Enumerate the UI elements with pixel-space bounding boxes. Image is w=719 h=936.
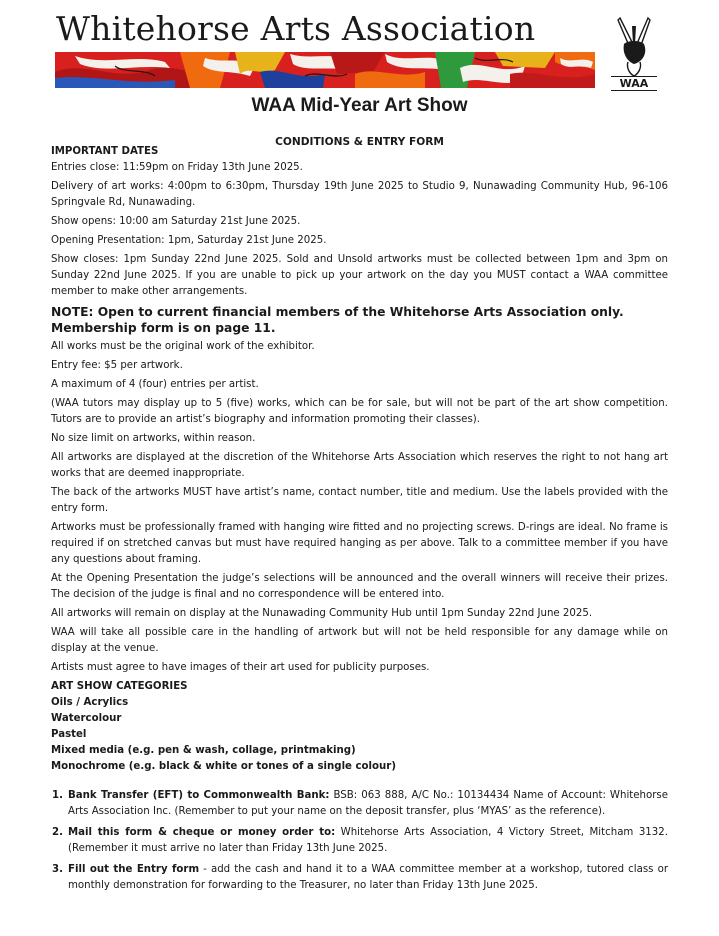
condition-item: The back of the artworks MUST have artist’s name, contact number, title and medium. Use the labels provided with the entry form. <box>51 487 668 514</box>
category-item: Monochrome (e.g. black & white or tones of a single colour) <box>51 761 396 772</box>
condition-item: A maximum of 4 (four) entries per artist. <box>51 379 259 390</box>
payment-option-lead: Fill out the Entry form <box>68 864 200 875</box>
payment-option-lead: Mail this form & cheque or money order to: <box>68 827 336 838</box>
date-show-closes: Show closes: 1pm Sunday 22nd June 2025. Sold and Unsold artworks must be collected between 1pm and 3pm on Sunday 22nd June 2025. If you are unable to pick up your artwork on the day you MUST contact a WAA committee member to make other arrangements. <box>51 254 668 297</box>
payment-option-number: 1. <box>52 790 63 801</box>
organization-title: Whitehorse Arts Association <box>56 9 536 48</box>
condition-item: Artworks must be professionally framed with hanging wire fitted and no projecting screws. D-rings are ideal. No frame is required if on stretched canvas but must have required hanging as per above. Talk to a committee member if you have any questions about framing. <box>51 522 668 565</box>
condition-item: No size limit on artworks, within reason. <box>51 433 256 444</box>
payment-options-list <box>51 788 668 894</box>
date-entries-close: Entries close: 11:59pm on Friday 13th June 2025. <box>51 162 303 173</box>
category-item: Watercolour <box>51 713 122 724</box>
category-item: Mixed media (e.g. pen & wash, collage, printmaking) <box>51 745 356 756</box>
condition-item: At the Opening Presentation the judge’s selections will be announced and the overall winners will receive their prizes. The decision of the judge is final and no correspondence will be entered into. <box>51 573 668 600</box>
condition-item: WAA will take all possible care in the handling of artwork but will not be held responsible for any damage while on display at the venue. <box>51 627 668 654</box>
category-item: Pastel <box>51 729 87 740</box>
categories-heading: ART SHOW CATEGORIES <box>51 681 188 692</box>
condition-item: (WAA tutors may display up to 5 (five) works, which can be for sale, but will not be part of the art show competition. Tutors are to provide an artist’s biography and information promoting their classes). <box>51 398 668 425</box>
painting-banner <box>55 52 595 88</box>
date-show-opens: Show opens: 10:00 am Saturday 21st June 2025. <box>51 216 301 227</box>
payment-option-lead: Bank Transfer (EFT) to Commonwealth Bank: <box>68 790 330 801</box>
payment-option-text: BSB: 063 888, A/C No.: 10134434 Name of Account: Whitehorse Arts Association Inc. (Remember to put your name on the deposit transfer, plus ‘MYAS’ as the reference). <box>68 790 668 817</box>
condition-item: All artworks will remain on display at the Nunawading Community Hub until 1pm Sunday 22nd June 2025. <box>51 608 593 619</box>
payment-option-number: 2. <box>52 827 63 838</box>
membership-note: NOTE: Open to current financial members of the Whitehorse Arts Association only. Membership form is on page 11. <box>51 305 624 335</box>
date-opening-presentation: Opening Presentation: 1pm, Saturday 21st June 2025. <box>51 235 327 246</box>
logo-wordmark: WAA <box>611 76 657 91</box>
form-title: CONDITIONS & ENTRY FORM <box>275 136 444 148</box>
payment-option-text: Whitehorse Arts Association, 4 Victory Street, Mitcham 3132. (Remember it must arrive no later than Friday 13th June 2025. <box>68 827 668 854</box>
important-dates-heading: IMPORTANT DATES <box>51 146 159 157</box>
payment-option <box>51 862 668 894</box>
payment-option <box>51 788 668 820</box>
document-body <box>51 134 668 899</box>
date-delivery: Delivery of art works: 4:00pm to 6:30pm, Thursday 19th June 2025 to Studio 9, Nunawading Community Hub, 96-106 Springvale Rd, Nunawading. <box>51 181 668 208</box>
condition-item: Artists must agree to have images of their art used for publicity purposes. <box>51 662 430 673</box>
payment-option <box>51 825 668 857</box>
category-item: Oils / Acrylics <box>51 697 129 708</box>
payment-option-text: - add the cash and hand it to a WAA committee member at a workshop, tutored class or monthly demonstration for forwarding to the Treasurer, no later than Friday 13th June 2025. <box>68 864 669 891</box>
condition-item: All works must be the original work of the exhibitor. <box>51 341 315 352</box>
condition-item: Entry fee: $5 per artwork. <box>51 360 183 371</box>
show-title: WAA Mid-Year Art Show <box>251 95 468 116</box>
condition-item: All artworks are displayed at the discretion of the Whitehorse Arts Association which reserves the right to not hang art works that are deemed inappropriate. <box>51 452 668 479</box>
payment-option-number: 3. <box>52 864 63 875</box>
